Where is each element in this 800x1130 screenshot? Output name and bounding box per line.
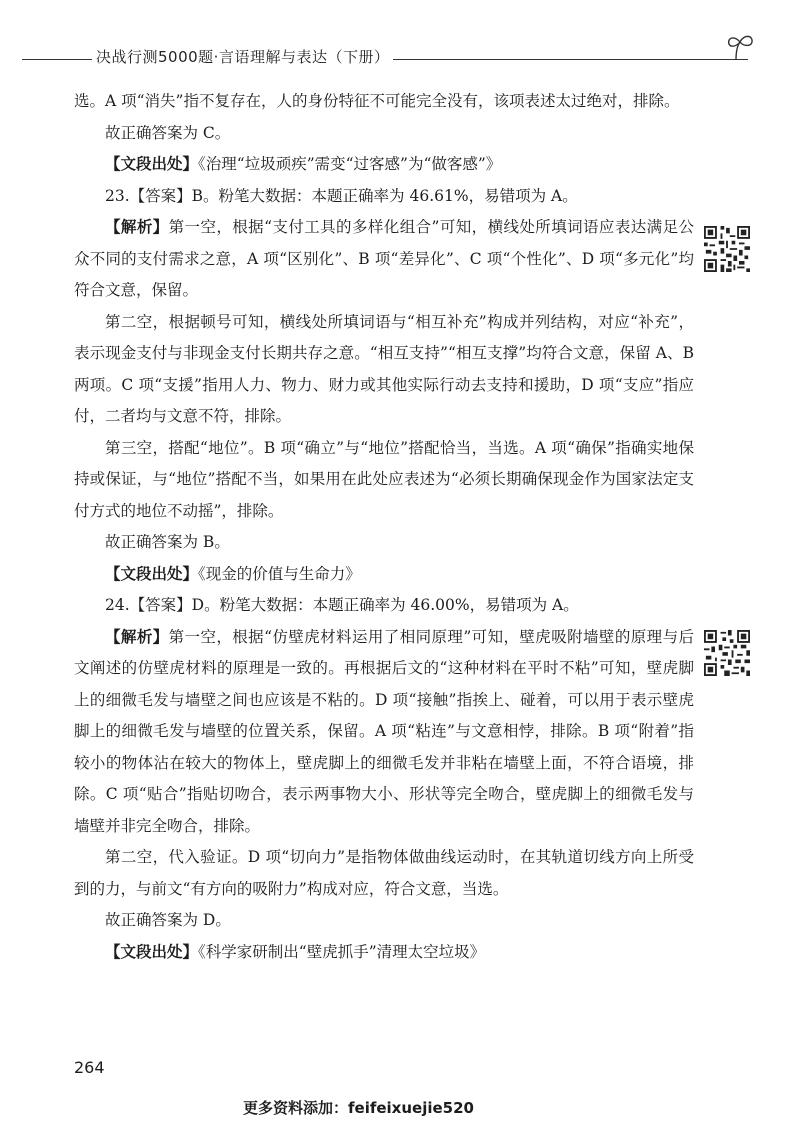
header-rule-left [22, 59, 92, 60]
answer-line: 故正确答案为 B。 [105, 533, 230, 551]
answer-line: 故正确答案为 D。 [105, 911, 231, 929]
source-line: 【文段出处】《科学家研制出“壁虎抓手”清理太空垃圾》 [105, 942, 486, 961]
analysis-paragraph: 【解析】第一空，根据“仿壁虎材料运用了相同原理”可知，壁虎吸附墙壁的原理与后文阐述的仿壁虎材料的原理是一致的。再根据后文的“这种材料在平时不粘”可知，壁虎脚上的细微毛发与墙壁之间也应该是不粘的。D 项“接触”指挨上、碰着，可以用于表示壁虎脚上的细微毛发与墙壁的位置关系，保留。A 项“粘连”与文意相悖，排除。B 项“附着”指较小的物体沾在较大的物体上，壁虎脚上的细微毛发并非粘在墙壁上面，不符合语境，排除。C 项“贴合”指贴切吻合，表示两事物大小、形状等完全吻合，壁虎脚上的细微毛发与墙壁并非完全吻合，排除。 [74, 627, 694, 835]
solution-text [74, 86, 694, 968]
analysis-paragraph: 【解析】第一空，根据“支付工具的多样化组合”可知，横线处所填词语应表达满足公众不同的支付需求之意，A 项“区别化”、B 项“差异化”、C 项“个性化”、D 项“多元化”均符合文意，保留。 [74, 218, 694, 299]
question-answer-header: 23.【答案】B。粉笔大数据：本题正确率为 46.61%，易错项为 A。 [105, 186, 578, 205]
answer-line: 故正确答案为 C。 [105, 123, 231, 142]
running-header-title: 决战行测5000题·言语理解与表达（下册） [92, 46, 393, 67]
sprout-icon [722, 32, 758, 62]
paragraph: 第二空，根据顿号可知，横线处所填词语与“相互补充”构成并列结构，对应“补充”，表示现金支付与非现金支付长期共存之意。“相互支持”“相互支撑”均符合文意，保留 A、B 两项。C 项“支援”指用人力、物力、财力或其他实际行动去支持和援助，D 项“支应”指应付，二者均与文意不符，排除。 [74, 312, 694, 425]
paragraph: 第二空，代入验证。D 项“切向力”是指物体做曲线运动时，在其轨道切线方向上所受到的力，与前文“有方向的吸附力”构成对应，符合文意，当选。 [74, 848, 694, 898]
paragraph: 第三空，搭配“地位”。B 项“确立”与“地位”搭配恰当，当选。A 项“确保”指确实地保持或保证，与“地位”搭配不当，如果用在此处应表述为“必须长期确保现金作为国家法定支付方式的地位不动摇”，排除。 [74, 438, 694, 520]
footer-note: 更多资料添加：feifeixuejie520 [243, 1099, 474, 1117]
source-line: 【文段出处】《治理“垃圾顽疾”需变“过客感”为“做客感”》 [105, 155, 502, 173]
source-line: 【文段出处】《现金的价值与生命力》 [105, 564, 361, 583]
paragraph: 选。A 项“消失”指不复存在，人的身份特征不可能完全没有，该项表述太过绝对，排除。 [74, 92, 680, 110]
qr-code-icon[interactable] [704, 226, 750, 272]
page-number: 264 [74, 1058, 105, 1077]
qr-code-icon[interactable] [704, 630, 750, 676]
question-answer-header: 24.【答案】D。粉笔大数据：本题正确率为 46.00%，易错项为 A。 [105, 596, 579, 614]
